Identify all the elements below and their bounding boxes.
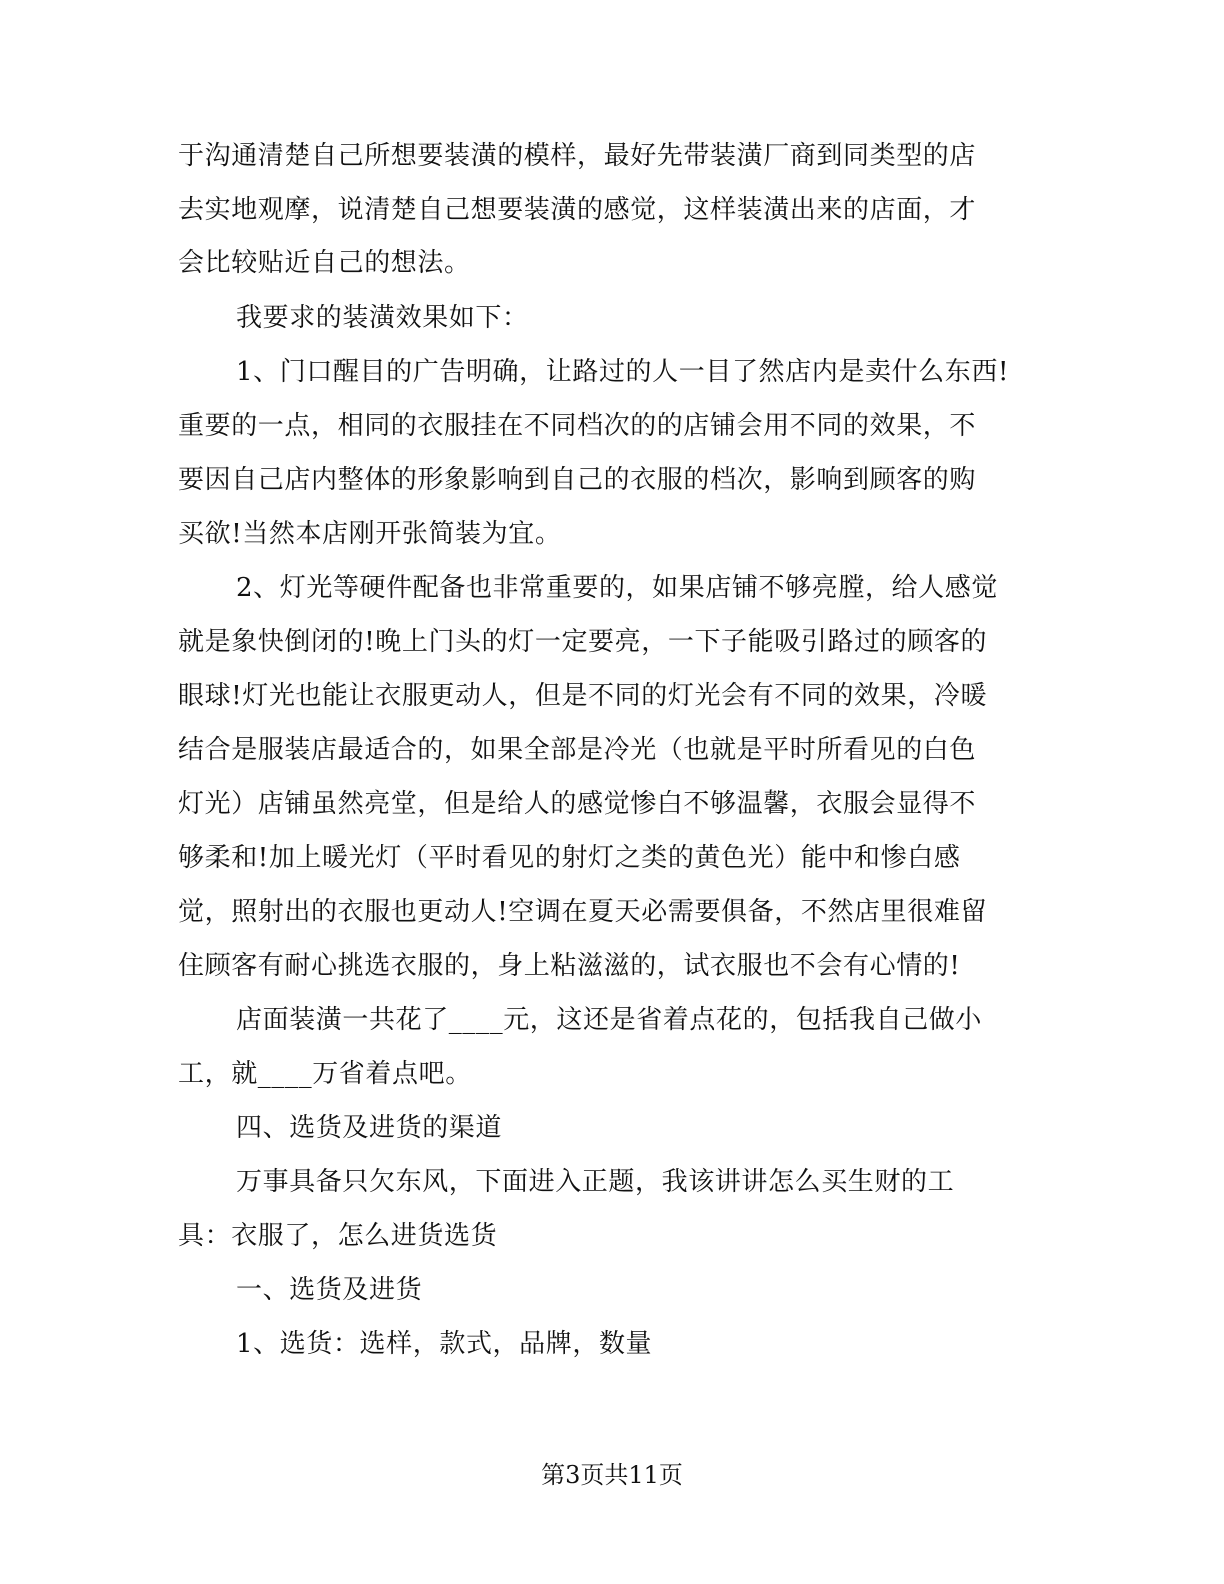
paragraph-line: 重要的一点，相同的衣服挂在不同档次的的店铺会用不同的效果，不 (178, 411, 977, 441)
paragraph-line: 具：衣服了，怎么进货选货 (178, 1221, 498, 1251)
paragraph-line: 万事具备只欠东风，下面进入正题，我该讲讲怎么买生财的工 (236, 1167, 955, 1197)
paragraph-line: 住顾客有耐心挑选衣服的，身上粘滋滋的，试衣服也不会有心情的! (178, 951, 961, 981)
paragraph-line: 1、门口醒目的广告明确，让路过的人一目了然店内是卖什么东西! (236, 357, 1009, 387)
paragraph-line: 工，就____万省着点吧。 (178, 1059, 472, 1089)
section-heading: 四、选货及进货的渠道 (236, 1113, 503, 1143)
paragraph-line: 我要求的装潢效果如下： (236, 303, 529, 333)
paragraph-line: 够柔和!加上暖光灯（平时看见的射灯之类的黄色光）能中和惨白感 (178, 843, 961, 873)
paragraph-line: 觉，照射出的衣服也更动人!空调在夏天必需要俱备，不然店里很难留 (178, 897, 988, 927)
paragraph-line: 结合是服装店最适合的，如果全部是冷光（也就是平时所看见的白色 (178, 735, 977, 765)
paragraph-line: 店面装潢一共花了____元，这还是省着点花的，包括我自己做小 (236, 1005, 983, 1035)
paragraph-line: 1、选货：选样，款式，品牌，数量 (236, 1329, 653, 1359)
subsection-heading: 一、选货及进货 (236, 1275, 423, 1305)
paragraph-line: 灯光）店铺虽然亮堂，但是给人的感觉惨白不够温馨，衣服会显得不 (178, 789, 977, 819)
paragraph-line: 于沟通清楚自己所想要装潢的模样，最好先带装潢厂商到同类型的店 (178, 141, 977, 171)
paragraph-line: 要因自己店内整体的形象影响到自己的衣服的档次，影响到顾客的购 (178, 465, 977, 495)
page-number-footer: 第3页共11页 (541, 1461, 683, 1489)
paragraph-line: 2、灯光等硬件配备也非常重要的，如果店铺不够亮膛，给人感觉 (236, 573, 998, 603)
paragraph-line: 眼球!灯光也能让衣服更动人，但是不同的灯光会有不同的效果，冷暖 (178, 681, 988, 711)
paragraph-line: 去实地观摩，说清楚自己想要装潢的感觉，这样装潢出来的店面，才 (178, 195, 977, 225)
paragraph-line: 买欲!当然本店刚开张简装为宜。 (178, 519, 562, 549)
paragraph-line: 就是象快倒闭的!晚上门头的灯一定要亮，一下子能吸引路过的顾客的 (178, 627, 988, 657)
paragraph-line: 会比较贴近自己的想法。 (178, 248, 471, 278)
